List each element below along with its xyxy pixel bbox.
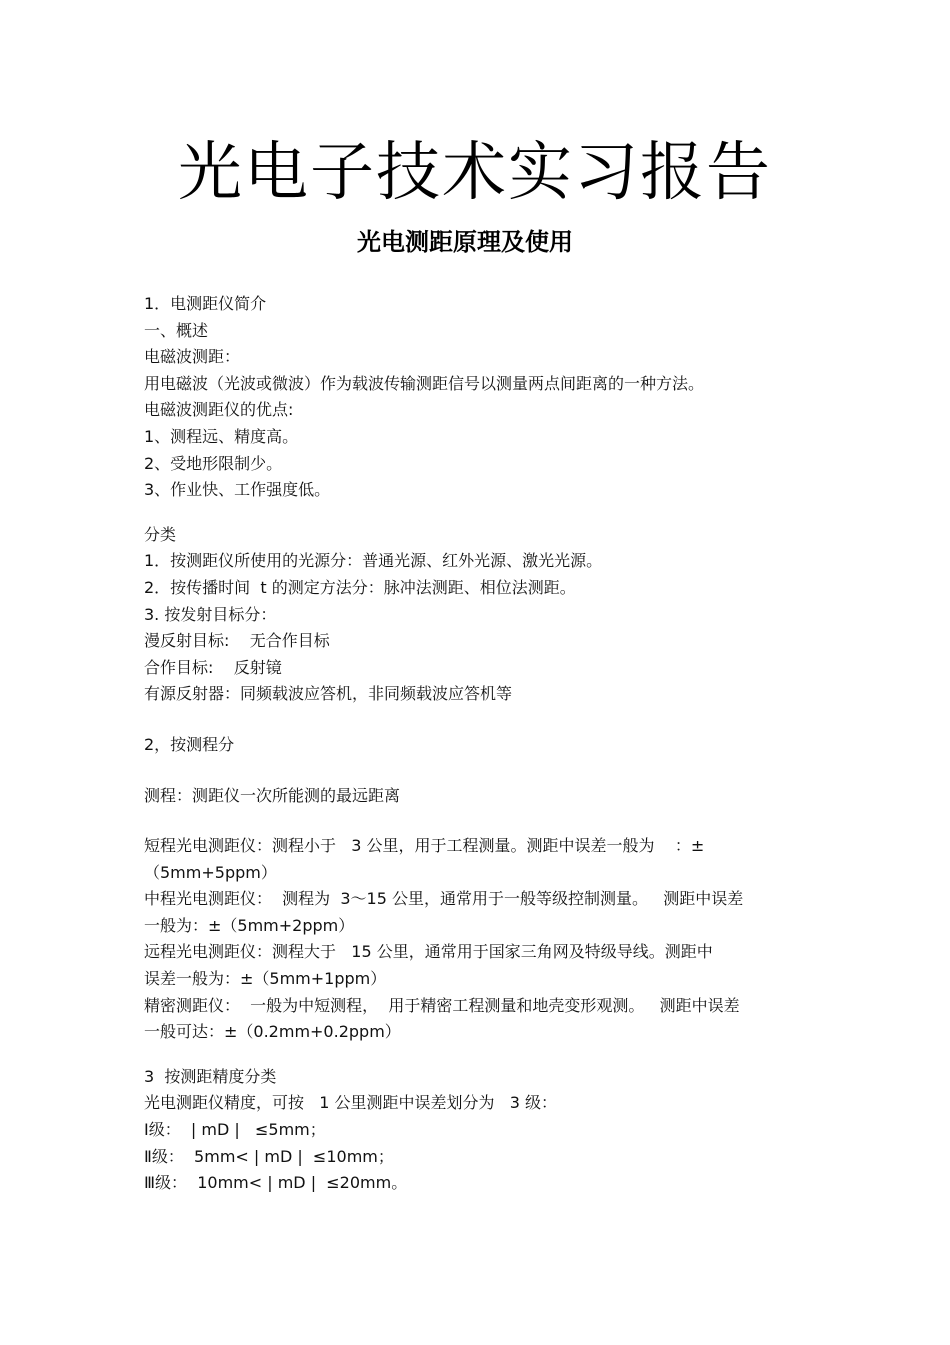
text-line: 测程：测距仪一次所能测的最远距离 (144, 785, 401, 805)
list-item: 1、测程远、精度高。 (144, 426, 299, 446)
list-item: 2．按传播时间 t 的测定方法分：脉冲法测距、相位法测距。 (144, 577, 576, 597)
text-line: 漫反射目标: 无合作目标 (144, 631, 330, 651)
text-line: 电磁波测距仪的优点: (144, 400, 294, 420)
list-item: 3、作业快、工作强度低。 (144, 480, 331, 500)
paragraph-gap (144, 1046, 809, 1064)
text-line: （5mm+5ppm） (144, 862, 277, 882)
report-body (144, 291, 809, 1197)
subsection-heading: 3 按测距精度分类 (144, 1066, 277, 1086)
text-line: 一般为：±（5mm+2ppm） (144, 915, 355, 935)
text-line: 一般可达：±（0.2mm+0.2ppm） (144, 1022, 401, 1042)
list-item: Ⅱ级： 5mm< | mD | ≤10mm； (144, 1146, 394, 1166)
text-line: 远程光电测距仪：测程大于 15 公里，通常用于国家三角网及特级导线。测距中 (144, 942, 713, 962)
list-item: 3. 按发射目标分： (144, 604, 277, 624)
text-line: 光电测距仪精度，可按 1 公里测距中误差划分为 3 级： (144, 1093, 558, 1113)
text-line: 精密测距仪： 一般为中短测程， 用于精密工程测量和地壳变形观测。 测距中误差 (144, 995, 740, 1015)
text-line: 中程光电测距仪： 测程为 3～15 公里，通常用于一般等级控制测量。 测距中误差 (144, 889, 744, 909)
paragraph-gap (144, 809, 809, 833)
text-line: 合作目标: 反射镜 (144, 657, 282, 677)
list-item: 1．按测距仪所使用的光源分：普通光源、红外光源、激光光源。 (144, 551, 603, 571)
paragraph-gap (144, 504, 809, 522)
section-heading: 1．电测距仪简介 (144, 294, 267, 313)
subsection-heading: 分类 (144, 524, 177, 544)
text-line: 用电磁波（光波或微波）作为载波传输测距信号以测量两点间距离的一种方法。 (144, 373, 705, 393)
subsection-heading: 一、概述 (144, 320, 209, 340)
text-line: 电磁波测距： (144, 347, 241, 367)
list-item: Ⅲ级： 10mm< | mD | ≤20mm。 (144, 1173, 408, 1193)
paragraph-gap (144, 759, 809, 783)
text-line: 短程光电测距仪：测程小于 3 公里，用于工程测量。测距中误差一般为 ：± (144, 836, 705, 856)
paragraph-gap (144, 708, 809, 732)
list-item: Ⅰ级： | mD | ≤5mm； (144, 1120, 326, 1140)
subsection-heading: 2，按测程分 (144, 734, 235, 754)
text-line: 有源反射器：同频载波应答机，非同频载波应答机等 (144, 684, 513, 704)
report-subtitle: 光电测距原理及使用 (357, 228, 573, 256)
list-item: 2、受地形限制少。 (144, 453, 283, 473)
report-title: 光电子技术实习报告 (178, 136, 772, 210)
text-line: 误差一般为：±（5mm+1ppm） (144, 969, 387, 989)
